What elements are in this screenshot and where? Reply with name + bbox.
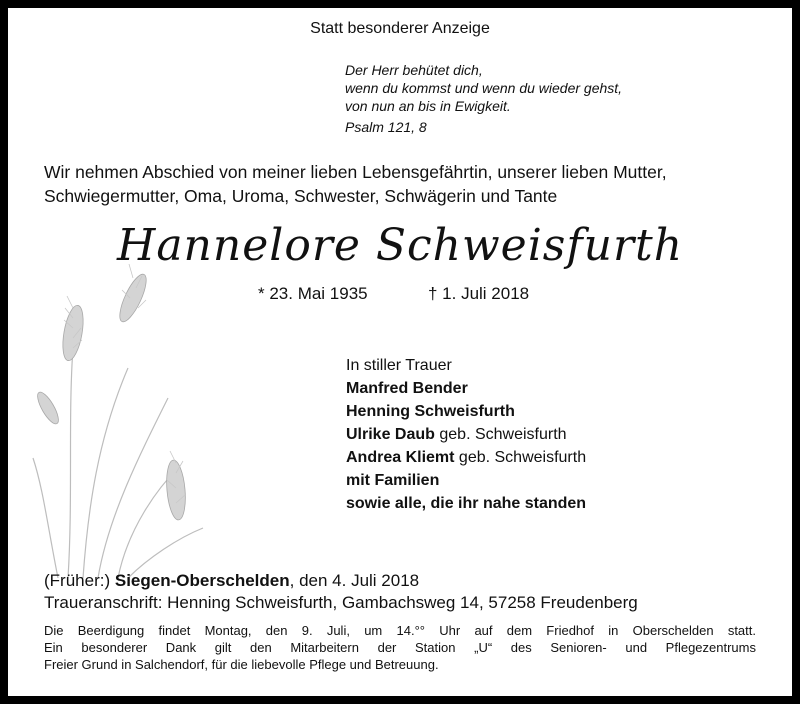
mourners-list — [346, 354, 586, 515]
mourner-note: geb. Schweisfurth — [439, 426, 567, 443]
psalm-reference: Psalm 121, 8 — [345, 119, 427, 135]
place-and-date — [44, 570, 638, 614]
place-prefix: (Früher:) — [44, 571, 111, 590]
psalm-quote — [345, 61, 622, 115]
mourner-name: Manfred Bender — [346, 380, 468, 397]
mourner-name: Henning Schweisfurth — [346, 403, 515, 420]
mourner-note: geb. Schweisfurth — [458, 449, 587, 466]
intro-text — [44, 160, 667, 208]
birth-date: * 23. Mai 1935 — [258, 284, 368, 303]
death-date: † 1. Juli 2018 — [428, 284, 530, 303]
note-line: Freier Grund in Salchendorf, für die liebevolle Pflege und Betreuung. — [44, 657, 439, 672]
funeral-notes — [44, 622, 756, 673]
mourners-heading: In stiller Trauer — [346, 357, 452, 374]
note-line: Die Beerdigung findet Montag, den 9. Juli, um 14.°° Uhr auf dem Friedhof in Oberschelden statt. — [44, 623, 756, 638]
wheat-illustration — [28, 258, 228, 578]
notice-header: Statt besonderer Anzeige — [310, 20, 490, 37]
psalm-line: Der Herr behütet dich, — [345, 62, 483, 78]
mourner-families: mit Familien — [346, 472, 440, 489]
place-date: , den 4. Juli 2018 — [289, 571, 420, 590]
note-line: Ein besonderer Dank gilt den Mitarbeitern der Station „U“ des Senioren- und Pflegezentrums — [44, 640, 756, 655]
mourner-others: sowie alle, die ihr nahe standen — [346, 495, 587, 512]
mourning-address: Traueranschrift: Henning Schweisfurth, Gambachsweg 14, 57258 Freudenberg — [44, 593, 638, 612]
place-town: Siegen-Oberschelden — [114, 571, 290, 590]
psalm-line: wenn du kommst und wenn du wieder gehst, — [345, 80, 623, 96]
mourner-name: Ulrike Daub — [346, 426, 435, 443]
mourner-name: Andrea Kliemt — [346, 449, 455, 466]
intro-line: Wir nehmen Abschied von meiner lieben Lebensgefährtin, unserer lieben Mutter, — [44, 162, 667, 182]
deceased-name: Hannelore Schweisfurth — [116, 220, 684, 271]
psalm-line: von nun an bis in Ewigkeit. — [345, 98, 511, 114]
obituary-notice — [8, 8, 792, 696]
intro-line: Schwiegermutter, Oma, Uroma, Schwester, Schwägerin und Tante — [44, 186, 558, 206]
